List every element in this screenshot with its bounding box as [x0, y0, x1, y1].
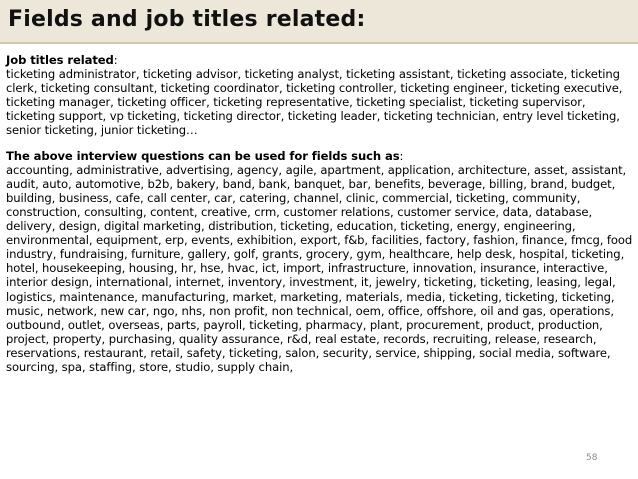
fields-list: accounting, administrative, advertising, agency, agile, apartment, application, architecture, asset, assistant, audit, auto, automotive, b2b, bakery, band, bank, banquet, bar, benefits, beverage, billing, brand, budget, building, business, cafe, call center, car, catering, channel, clinic, commercial, ticketing, community, construction, consulting, content, creative, crm, customer relations, customer service, data, database, delivery, design, digital marketing, distribution, ticketing, education, ticketing, energy, engineering, environmental, equipment, erp, events, exhibition, export, f&b, facilities, factory, fashion, finance, fmcg, food industry, fundraising, furniture, gallery, golf, grants, grocery, gym, healthcare, help desk, hospital, ticketing, hotel, housekeeping, housing, hr, hse, hvac, ict, import, infrastructure, innovation, insurance, interactive, interior design, international, internet, inventory, investment, it, jewelry, ticketing, ticketing, leasing, legal, logistics, maintenance, manufacturing, market, marketing, materials, media, ticketing, ticketing, ticketing, music, network, new car, ngo, nhs, non profit, non technical, oem, office, offshore, oil and gas, operations, outbound, outlet, overseas, parts, payroll, ticketing, pharmacy, plant, procurement, product, production, project, property, purchasing, quality assurance, r&d, real estate, records, recruiting, release, research, reservations, restaurant, retail, safety, ticketing, salon, security, service, shipping, social media, software, sourcing, spa, staffing, store, studio, supply chain, — [6, 162, 633, 374]
job-titles-heading-colon: : — [113, 53, 118, 67]
slide-title: Fields and job titles related: — [8, 7, 366, 32]
page-number: 58 — [586, 453, 598, 463]
title-bar — [0, 0, 638, 44]
fields-heading — [6, 149, 634, 163]
fields-heading-colon: : — [399, 148, 404, 163]
section-spacer — [6, 138, 634, 149]
slide-content — [6, 53, 634, 374]
job-titles-list: ticketing administrator, ticketing advisor, ticketing analyst, ticketing assistant, ticketing associate, ticketing clerk, ticketing consultant, ticketing coordinator, ticketing controller, ticketing engineer, ticketing executive, ticketing manager, ticketing officer, ticketing representative, ticketing specialist, ticketing supervisor, ticketing support, vp ticketing, ticketing director, ticketing leader, ticketing technician, entry level ticketing, senior ticketing, junior ticketing… — [6, 67, 623, 138]
job-titles-heading — [6, 53, 634, 67]
fields-heading-text: The above interview questions can be used for fields such as — [6, 148, 400, 163]
job-titles-heading-text: Job titles related — [6, 53, 114, 67]
